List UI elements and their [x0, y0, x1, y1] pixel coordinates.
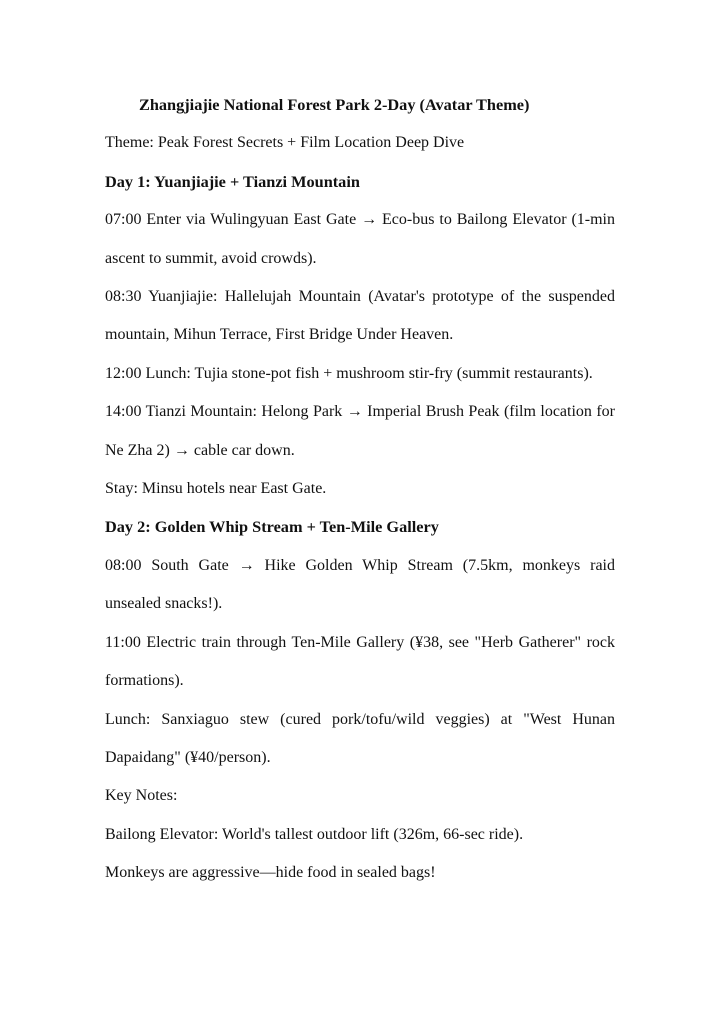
day1-stay: Stay: Minsu hotels near East Gate. — [105, 480, 327, 498]
key-note-item: Bailong Elevator: World's tallest outdoor lift (326m, 66-sec ride). — [105, 825, 524, 843]
document-title: Zhangjiajie National Forest Park 2-Day (Avatar Theme) — [139, 95, 530, 114]
theme-line: Theme: Peak Forest Secrets + Film Location Deep Dive — [105, 134, 465, 152]
key-notes-heading: Key Notes: — [105, 787, 178, 805]
key-note-item: Monkeys are aggressive—hide food in sealed bags! — [105, 864, 436, 882]
day1-item: 08:30 Yuanjiajie: Hallelujah Mountain (Avatar's prototype of the suspended mountain, Mihun Terrace, First Bridge Under Heaven. — [105, 288, 615, 344]
day2-heading: Day 2: Golden Whip Stream + Ten-Mile Gallery — [105, 517, 439, 537]
day1-heading: Day 1: Yuanjiajie + Tianzi Mountain — [105, 171, 360, 191]
day2-item: Lunch: Sanxiaguo stew (cured pork/tofu/wild veggies) at "West Hunan Dapaidang" (¥40/person). — [105, 710, 615, 766]
day2-item: 08:00 South Gate → Hike Golden Whip Stream (7.5km, monkeys raid unsealed snacks!). — [105, 556, 615, 613]
day1-item: 14:00 Tianzi Mountain: Helong Park → Imperial Brush Peak (film location for Ne Zha 2) → cable car down. — [105, 403, 615, 459]
document-page — [105, 86, 615, 893]
day1-item: 12:00 Lunch: Tujia stone-pot fish + mushroom stir-fry (summit restaurants). — [105, 364, 593, 382]
day2-item: 11:00 Electric train through Ten-Mile Gallery (¥38, see "Herb Gatherer" rock formations). — [105, 633, 615, 690]
day1-item: 07:00 Enter via Wulingyuan East Gate → Eco-bus to Bailong Elevator (1-min ascent to summit, avoid crowds). — [105, 211, 615, 267]
